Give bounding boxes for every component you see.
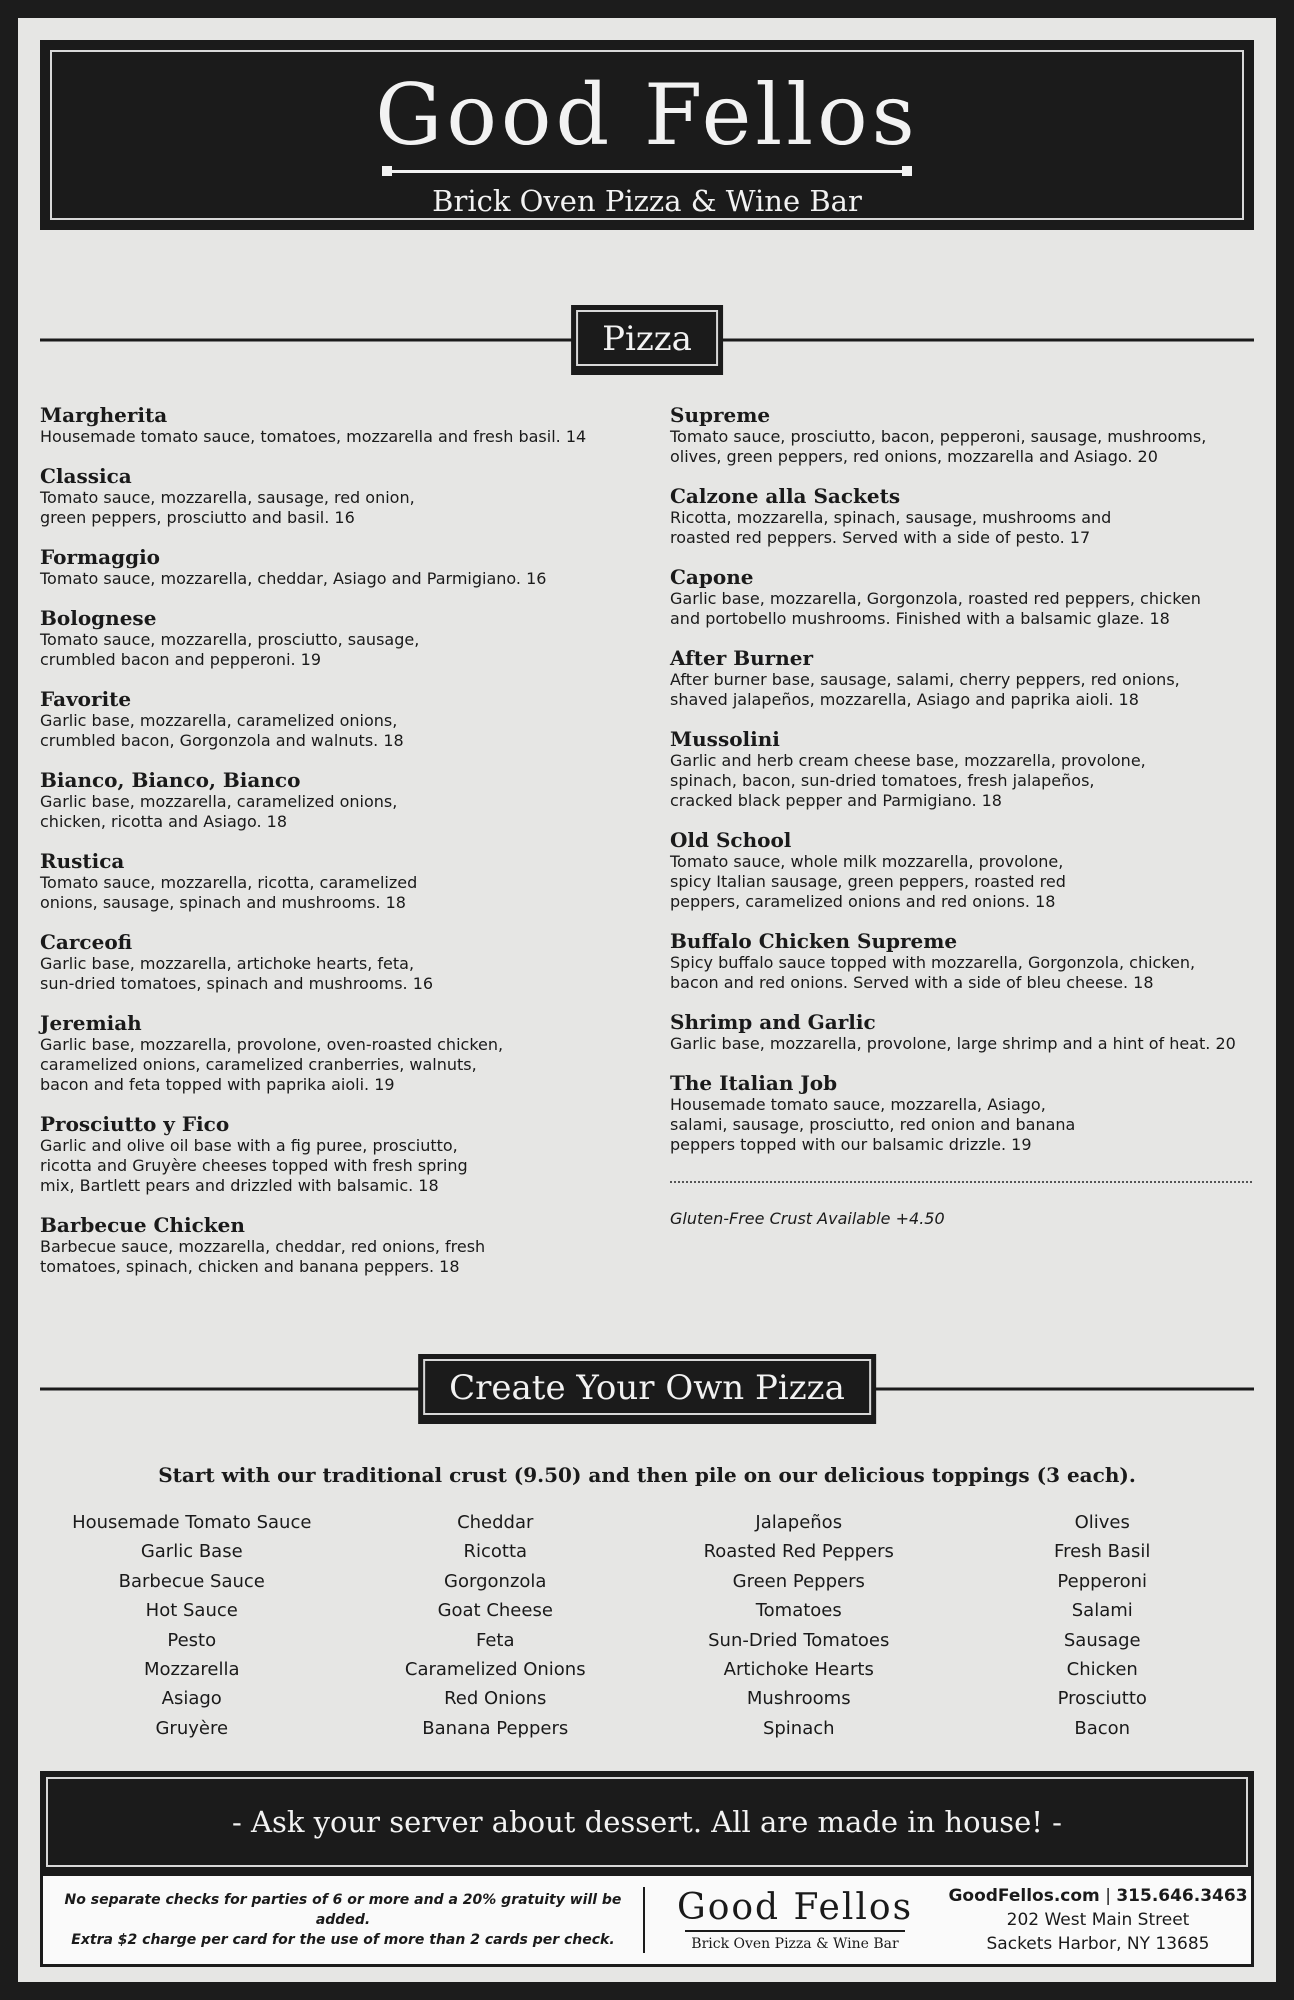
website-link[interactable]: GoodFellos.com — [948, 1886, 1100, 1906]
topping-item: Salami — [1071, 1600, 1133, 1622]
menu-item-name: Formaggio — [40, 545, 161, 569]
topping-column — [344, 1508, 648, 1743]
menu-item-description: After burner base, sausage, salami, cherry peppers, red onions, — [670, 670, 1180, 689]
topping-item: Gruyère — [155, 1717, 229, 1739]
topping-item: Spinach — [762, 1717, 835, 1739]
topping-item: Feta — [475, 1629, 515, 1651]
toppings-grid — [40, 1508, 1254, 1743]
menu-item-description: roasted red peppers. Served with a side of pesto. 17 — [670, 528, 1091, 547]
footer — [40, 1873, 1254, 1967]
topping-item: Prosciutto — [1057, 1688, 1147, 1710]
menu-item-description: sun-dried tomatoes, spinach and mushrooms. 16 — [40, 974, 434, 993]
menu-item-description: caramelized onions, caramelized cranberries, walnuts, — [40, 1055, 477, 1074]
dessert-banner — [40, 1771, 1254, 1873]
menu-item-description: chicken, ricotta and Asiago. 18 — [40, 812, 287, 831]
create-intro: Start with our traditional crust (9.50) and then pile on our delicious toppings (3 each). — [158, 1463, 1136, 1487]
topping-item: Tomatoes — [755, 1600, 842, 1622]
menu-item-description: Tomato sauce, mozzarella, cheddar, Asiago and Parmigiano. 16 — [40, 569, 547, 588]
menu-item-description: Garlic base, mozzarella, provolone, oven-roasted chicken, — [40, 1035, 504, 1054]
topping-item: Garlic Base — [140, 1541, 243, 1563]
menu-item — [40, 545, 640, 589]
topping-item: Fresh Basil — [1054, 1541, 1151, 1563]
menu-item-description: and portobello mushrooms. Finished with a balsamic glaze. 18 — [670, 609, 1170, 628]
street-address: 202 West Main Street — [1006, 1910, 1190, 1930]
menu-item-name: Old School — [670, 828, 792, 852]
topping-item: Goat Cheese — [437, 1600, 553, 1622]
menu-item — [670, 727, 1270, 811]
topping-item: Sausage — [1063, 1629, 1141, 1651]
header-frame — [50, 50, 1244, 220]
topping-item: Hot Sauce — [145, 1600, 238, 1622]
menu-item-description: mix, Bartlett pears and drizzled with balsamic. 18 — [40, 1176, 439, 1195]
menu-item-description: Tomato sauce, mozzarella, sausage, red onion, — [40, 488, 415, 507]
menu-item — [670, 646, 1270, 710]
menu-item-description: crumbled bacon and pepperoni. 19 — [40, 650, 322, 669]
menu-item-description: Tomato sauce, prosciutto, bacon, pepperoni, sausage, mushrooms, — [670, 427, 1207, 446]
footer-policy — [43, 1890, 643, 1950]
menu-item-description: Garlic base, mozzarella, caramelized onions, — [40, 792, 398, 811]
topping-column — [647, 1508, 951, 1743]
topping-item: Bacon — [1074, 1717, 1131, 1739]
menu-item-name: Margherita — [40, 403, 168, 427]
menu-item — [670, 1010, 1270, 1054]
topping-item: Banana Peppers — [422, 1717, 569, 1739]
menu-item-description: Spicy buffalo sauce topped with mozzarella, Gorgonzola, chicken, — [670, 953, 1196, 972]
brand-title: Good Fellos — [375, 66, 919, 164]
menu-item-description: olives, green peppers, red onions, mozzarella and Asiago. 20 — [670, 447, 1158, 466]
menu-item-description: Tomato sauce, mozzarella, prosciutto, sausage, — [40, 630, 420, 649]
menu-item-description: Garlic and olive oil base with a fig puree, prosciutto, — [40, 1136, 458, 1155]
menu-item-name: Bianco, Bianco, Bianco — [40, 768, 301, 792]
menu-item-name: Classica — [40, 464, 132, 488]
header-banner — [40, 40, 1254, 230]
menu-item — [40, 768, 640, 832]
topping-item: Red Onions — [444, 1688, 547, 1710]
menu-item-description: salami, sausage, prosciutto, red onion and banana — [670, 1115, 1076, 1134]
policy-line-2: Extra $2 charge per card for the use of more than 2 cards per check. — [71, 1932, 615, 1948]
menu-item-description: Tomato sauce, mozzarella, ricotta, caramelized — [40, 873, 418, 892]
topping-item: Caramelized Onions — [404, 1659, 586, 1681]
topping-item: Cheddar — [457, 1512, 534, 1533]
menu-item — [670, 484, 1270, 548]
menu-item-description: Ricotta, mozzarella, spinach, sausage, mushrooms and — [670, 508, 1112, 527]
menu-item — [40, 849, 640, 913]
topping-item: Gorgonzola — [444, 1570, 547, 1592]
menu-item-name: Shrimp and Garlic — [670, 1010, 876, 1034]
menu-item — [670, 828, 1270, 912]
topping-item: Mushrooms — [746, 1688, 851, 1710]
topping-item: Sun-Dried Tomatoes — [708, 1629, 890, 1651]
menu-item-description: green peppers, prosciutto and basil. 16 — [40, 508, 355, 527]
topping-item: Ricotta — [463, 1541, 528, 1563]
phone-number[interactable]: 315.646.3463 — [1116, 1886, 1248, 1906]
create-section-banner — [40, 1354, 1254, 1424]
menu-item — [670, 929, 1270, 993]
menu-item-name: Supreme — [670, 403, 771, 427]
menu-item-name: Carceofi — [40, 930, 133, 954]
pizza-list-left — [40, 403, 640, 1294]
menu-item-description: Barbecue sauce, mozzarella, cheddar, red onions, fresh — [40, 1237, 486, 1256]
pizza-list-right-items — [670, 403, 1270, 1155]
menu-item — [40, 606, 640, 670]
topping-item: Roasted Red Peppers — [703, 1541, 894, 1563]
menu-item-description: Garlic base, mozzarella, Gorgonzola, roasted red peppers, chicken — [670, 589, 1201, 608]
menu-item-description: tomatoes, spinach, chicken and banana peppers. 18 — [40, 1257, 460, 1276]
menu-item — [670, 1071, 1270, 1155]
footer-brand-title: Good Fellos — [676, 1887, 914, 1928]
menu-item — [40, 1213, 640, 1277]
topping-item: Mozzarella — [143, 1659, 240, 1681]
menu-item-description: Tomato sauce, whole milk mozzarella, provolone, — [670, 852, 1064, 871]
menu-item-description: crumbled bacon, Gorgonzola and walnuts. 18 — [40, 731, 404, 750]
menu-item-description: spicy Italian sausage, green peppers, roasted red — [670, 872, 1066, 891]
menu-item-description: bacon and red onions. Served with a side of bleu cheese. 18 — [670, 973, 1154, 992]
dessert-message: - Ask your server about dessert. All are made in house! - — [46, 1777, 1248, 1867]
pizza-section-banner — [40, 305, 1254, 375]
city-address: Sackets Harbor, NY 13685 — [986, 1934, 1210, 1954]
topping-item: Artichoke Hearts — [723, 1659, 874, 1681]
topping-item: Green Peppers — [732, 1570, 865, 1592]
menu-item-description: Garlic and herb cream cheese base, mozzarella, provolone, — [670, 751, 1146, 770]
menu-item-description: spinach, bacon, sun-dried tomatoes, fresh jalapeños, — [670, 771, 1095, 790]
topping-column — [951, 1508, 1255, 1743]
menu-item-name: Rustica — [40, 849, 125, 873]
topping-item: Asiago — [161, 1688, 222, 1710]
menu-item-name: Jeremiah — [40, 1011, 142, 1035]
menu-item-name: The Italian Job — [670, 1071, 838, 1095]
menu-item — [40, 687, 640, 751]
menu-item-description: Garlic base, mozzarella, provolone, large shrimp and a hint of heat. 20 — [670, 1034, 1236, 1053]
menu-item-description: Housemade tomato sauce, mozzarella, Asiago, — [670, 1095, 1046, 1114]
menu-item — [40, 403, 640, 447]
menu-item-description: ricotta and Gruyère cheeses topped with fresh spring — [40, 1156, 468, 1175]
topping-item: Pepperoni — [1057, 1570, 1148, 1592]
pizza-section-label-box — [571, 305, 723, 375]
menu-item-description: peppers, caramelized onions and red onions. 18 — [670, 892, 1056, 911]
menu-item-name: After Burner — [670, 646, 814, 670]
topping-item: Barbecue Sauce — [118, 1570, 265, 1592]
footer-brand — [645, 1888, 945, 1952]
menu-page — [18, 18, 1276, 1982]
contact-separator: | — [1105, 1886, 1111, 1906]
topping-item: Pesto — [167, 1629, 217, 1651]
topping-item: Jalapeños — [755, 1512, 843, 1533]
topping-item: Olives — [1074, 1512, 1130, 1533]
menu-item — [40, 464, 640, 528]
menu-item — [40, 930, 640, 994]
menu-item-name: Barbecue Chicken — [40, 1213, 245, 1237]
footer-brand-tagline: Brick Oven Pizza & Wine Bar — [691, 1936, 899, 1952]
dotted-divider — [670, 1181, 1252, 1183]
menu-item-name: Mussolini — [670, 727, 780, 751]
menu-item-description: cracked black pepper and Parmigiano. 18 — [670, 791, 1002, 810]
brand-tagline: Brick Oven Pizza & Wine Bar — [432, 184, 862, 218]
menu-item-description: Housemade tomato sauce, tomatoes, mozzarella and fresh basil. 14 — [40, 427, 587, 446]
menu-item — [40, 1011, 640, 1095]
create-section-label-box — [418, 1354, 876, 1424]
menu-item-description: shaved jalapeños, mozzarella, Asiago and paprika aioli. 18 — [670, 690, 1139, 709]
menu-item-name: Buffalo Chicken Supreme — [670, 929, 958, 953]
menu-item — [670, 403, 1270, 467]
footer-contact — [945, 1884, 1251, 1956]
menu-item-description: Garlic base, mozzarella, artichoke hearts, feta, — [40, 954, 415, 973]
menu-item — [670, 565, 1270, 629]
footer-brand-underline — [685, 1930, 905, 1932]
menu-item-name: Favorite — [40, 687, 132, 711]
gluten-free-note: Gluten-Free Crust Available +4.50 — [670, 1209, 945, 1228]
menu-item-description: onions, sausage, spinach and mushrooms. 18 — [40, 893, 406, 912]
brand-underline — [392, 170, 902, 173]
menu-item-description: bacon and feta topped with paprika aioli. 19 — [40, 1075, 395, 1094]
menu-item-description: Garlic base, mozzarella, caramelized onions, — [40, 711, 398, 730]
topping-column — [40, 1508, 344, 1743]
menu-item-name: Calzone alla Sackets — [670, 484, 901, 508]
create-section-title: Create Your Own Pizza — [423, 1359, 871, 1415]
pizza-list-right — [670, 403, 1270, 1228]
menu-item-name: Bolognese — [40, 606, 157, 630]
pizza-section-title: Pizza — [576, 310, 718, 366]
menu-item — [40, 1112, 640, 1196]
menu-item-name: Capone — [670, 565, 754, 589]
topping-item: Housemade Tomato Sauce — [72, 1512, 312, 1533]
menu-item-description: peppers topped with our balsamic drizzle. 19 — [670, 1135, 1032, 1154]
topping-item: Chicken — [1066, 1659, 1138, 1681]
menu-item-name: Prosciutto y Fico — [40, 1112, 230, 1136]
policy-line-1: No separate checks for parties of 6 or more and a 20% gratuity will be added. — [64, 1892, 622, 1928]
